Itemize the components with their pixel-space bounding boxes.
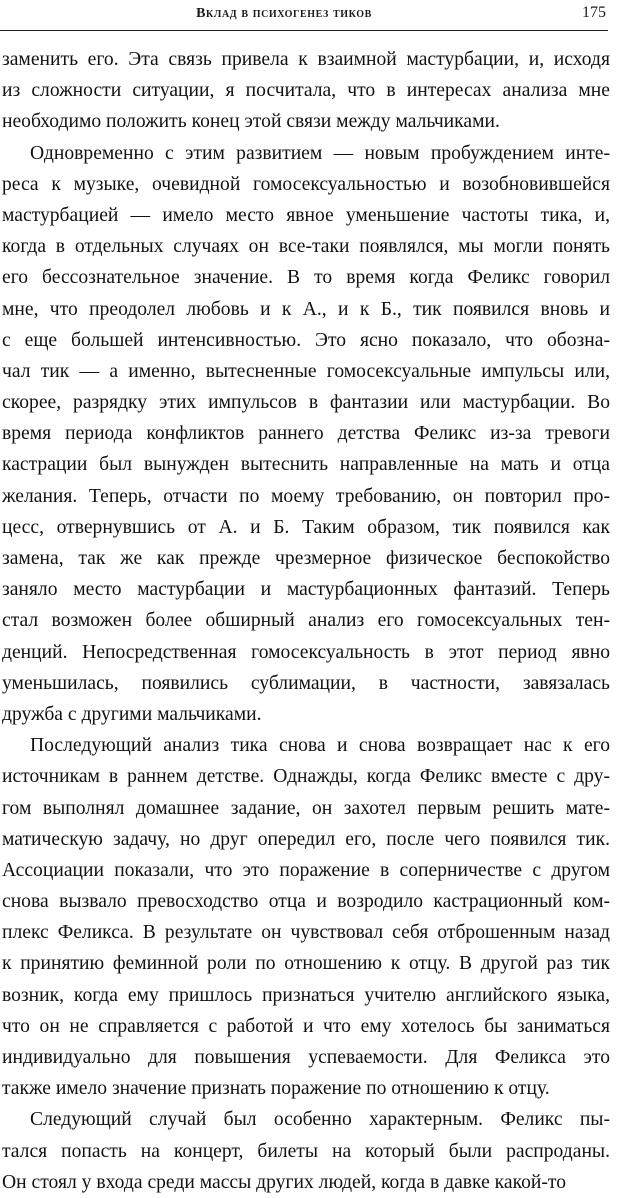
text-line: цесс, отвернувшись от А. и Б. Таким образом, тик появился как [2,516,610,538]
text-line: когда в отдельных случаях он все-таки появлялся, мы могли понять [2,236,610,258]
text-line: кастрации был вынужден вытеснить направленные на мать и отца [2,454,610,476]
text-line: денций. Непосредственная гомосексуальность в этот период явно [2,641,610,663]
header-rule [0,30,608,31]
text-line: мне, что преодолел любовь и к А., и к Б., тик появился вновь и [2,298,610,320]
paragraph [2,44,610,138]
text-line: дружба с другими мальчиками. [2,703,262,725]
page-header [0,0,620,40]
paragraph [2,138,610,731]
text-line: его бессознательное значение. В то время когда Феликс говорил [2,267,610,289]
text-line: с еще большей интенсивностью. Это ясно показало, что обозна- [2,329,610,351]
text-line: заняло место мастурбации и мастурбационных фантазий. Теперь [2,579,610,601]
text-line: гом выполнял домашнее задание, он захотел первым решить мате- [2,797,610,819]
text-line: скорее, разрядку этих импульсов в фантазии или мастурбации. Во [2,392,610,414]
text-line: уменьшилась, появились сублимации, в частности, завязалась [2,672,610,694]
text-line: необходимо положить конец этой связи между мальчиками. [2,111,500,133]
running-title: Вклад в психогенез тиков [196,6,372,21]
text-line: замена, так же как прежде чрезмерное физическое беспокойство [2,548,610,569]
text-line: Ассоциации показали, что это поражение в соперничестве с другом [2,859,610,881]
text-line: индивидуально для повышения успеваемости. Для Феликса это [2,1047,610,1068]
text-line: возник, когда ему пришлось признаться учителю английского языка, [2,984,610,1006]
text-line: также имело значение признать поражение по отношению к отцу. [2,1078,550,1100]
text-line: Последующий анализ тика снова и снова возвращает нас к его [30,735,610,757]
text-line: Одновременно с этим развитием — новым пробуждением инте- [30,142,610,164]
text-line: снова вызвало превосходство отца и возродило кастрационный ком- [2,891,610,913]
paragraph [2,1104,610,1198]
text-line: что он не справляется с работой и что ему хотелось бы заниматься [2,1015,610,1037]
paragraph [2,730,610,1104]
text-line: Он стоял у входа среди массы других людей, когда в давке какой-то [2,1171,567,1193]
text-line: плекс Феликса. В результате он чувствовал себя отброшенным назад [2,922,610,944]
text-line: реса к музыке, очевидной гомосексуальностью и возобновившейся [2,173,610,195]
text-line: Следующий случай был особенно характерным. Феликс пы- [30,1109,610,1131]
text-line: заменить его. Эта связь привела к взаимной мастурбации, и, исходя [2,49,610,70]
body-text [2,44,610,1198]
text-line: стал возможен более обширный анализ его гомосексуальных тен- [2,610,610,632]
text-line: чал тик — а именно, вытесненные гомосексуальные импульсы или, [2,360,610,382]
text-line: мастурбацией — имело место явное уменьшение частоты тика, и, [2,204,610,226]
text-line: источникам в раннем детстве. Однажды, когда Феликс вместе с дру- [2,766,610,788]
text-line: матическую задачу, но друг опередил его, после чего появился тик. [2,828,610,850]
text-line: тался попасть на концерт, билеты на который были распроданы. [2,1140,610,1162]
page-number: 175 [582,4,606,21]
text-line: желания. Теперь, отчасти по моему требованию, он повторил про- [2,485,610,507]
text-line: время периода конфликтов раннего детства Феликс из-за тревоги [2,423,610,445]
text-line: к принятию феминной роли по отношению к отцу. В другой раз тик [2,953,610,975]
text-line: из сложности ситуации, я посчитала, что в интересах анализа мне [2,80,610,102]
